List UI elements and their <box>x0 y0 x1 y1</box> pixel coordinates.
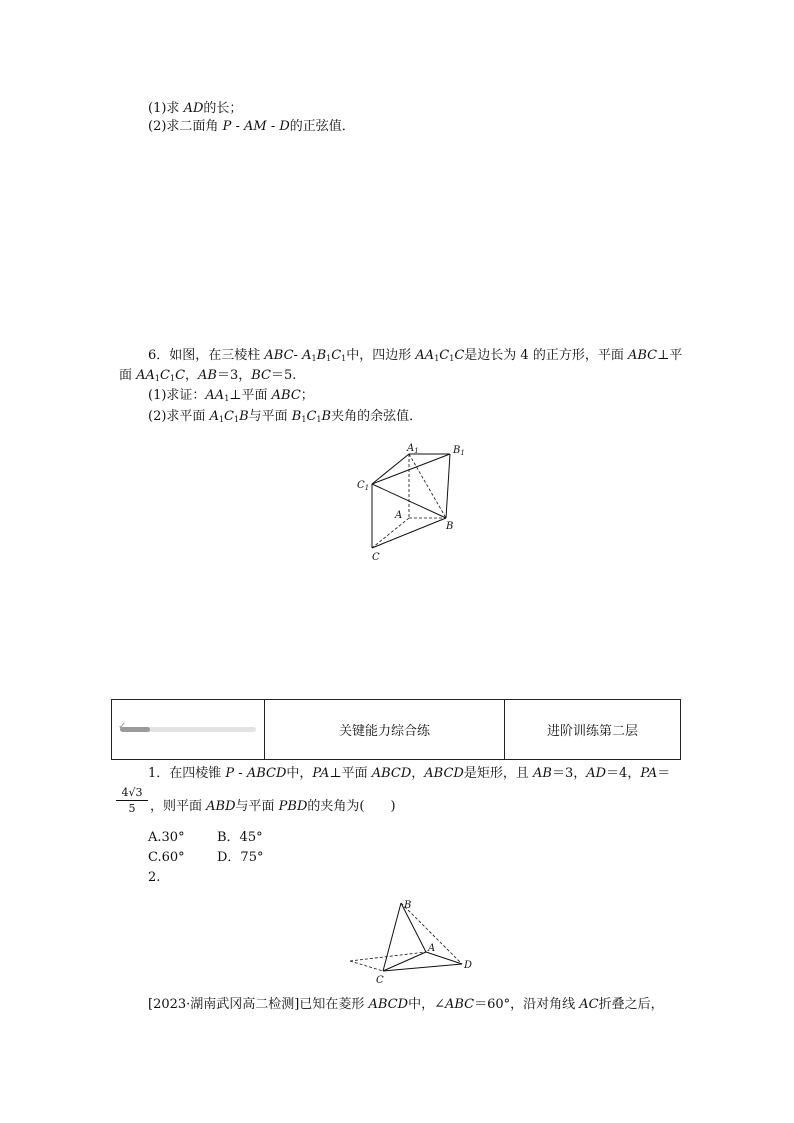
q6-part2: (2)求平面 $A_1C_1B$与平面 $B_1C_1B$夹角的余弦值． <box>148 409 423 424</box>
p2-line1: [2023·湖南武冈高二检测]已知在菱形 ABCD中，∠ABC＝60°，沿对角线 AC折叠之后， <box>148 997 664 1012</box>
p1-option-b: B．45° <box>217 830 263 845</box>
q6-line1: 6．如图，在三棱柱 ABC- $A_1B_1C_1$中，四边形 $AA_1C_1C$是边长为 4 的正方形，平面 ABC⊥平 <box>148 348 683 363</box>
edge-A1B <box>409 454 446 518</box>
folded-rhombus-figure <box>340 893 490 988</box>
label-B1: $B_1$ <box>453 445 465 457</box>
label-A: A <box>428 943 436 954</box>
q6-line2: 面 $AA_1C_1C$，AB＝3，BC＝5. <box>119 368 297 383</box>
label-C: C <box>376 975 384 986</box>
section-banner <box>111 699 681 760</box>
q6-part1: (1)求证：$AA_1\perp$平面 ABC； <box>148 388 314 403</box>
edge-C1A1 <box>372 454 409 484</box>
label-D: D <box>464 960 473 971</box>
label-B: B <box>446 521 454 532</box>
fraction-numerator: 4√3 <box>116 785 148 801</box>
p1-line1: 1．在四棱锥 P - ABCD中，PA⊥平面 ABCD，ABCD是矩形，且 AB＝3，AD＝4，PA＝ <box>148 766 671 781</box>
edge-B1B <box>446 454 450 518</box>
edge-BD <box>401 903 462 964</box>
label-C: C <box>372 552 380 563</box>
edge-CB <box>372 518 446 548</box>
q5-part2: (2)求二面角 P - AM - D的正弦值． <box>148 119 355 134</box>
q5-part1: (1)求 AD的长； <box>148 101 243 116</box>
p1-line2: ，则平面 ABD与平面 PBD的夹角为( ) <box>150 799 396 814</box>
edge-CD <box>383 964 462 971</box>
progress-bar <box>118 721 256 732</box>
p1-option-c: C.60° <box>148 850 185 865</box>
label-A1: $A_1$ <box>407 443 419 455</box>
edge-BC <box>383 903 401 971</box>
p1-option-d: D．75° <box>217 850 264 865</box>
fraction-denominator: 5 <box>128 802 136 815</box>
label-A: A <box>395 510 403 521</box>
label-B: B <box>404 900 412 911</box>
edge-AC <box>372 518 409 548</box>
edge-C1B1 <box>372 454 450 484</box>
edge-OC <box>350 961 383 971</box>
progress-cell <box>112 700 265 759</box>
check-icon: ✓ <box>118 721 127 732</box>
prism-figure <box>350 438 480 568</box>
section-title: 关键能力综合练 <box>265 700 505 759</box>
label-C1: $C_1$ <box>357 480 370 492</box>
p2-number: 2. <box>148 870 161 885</box>
p1-option-a: A.30° <box>148 830 185 845</box>
section-level: 进阶训练第二层 <box>546 724 638 739</box>
fraction-4sqrt3-over-5 <box>116 785 148 816</box>
